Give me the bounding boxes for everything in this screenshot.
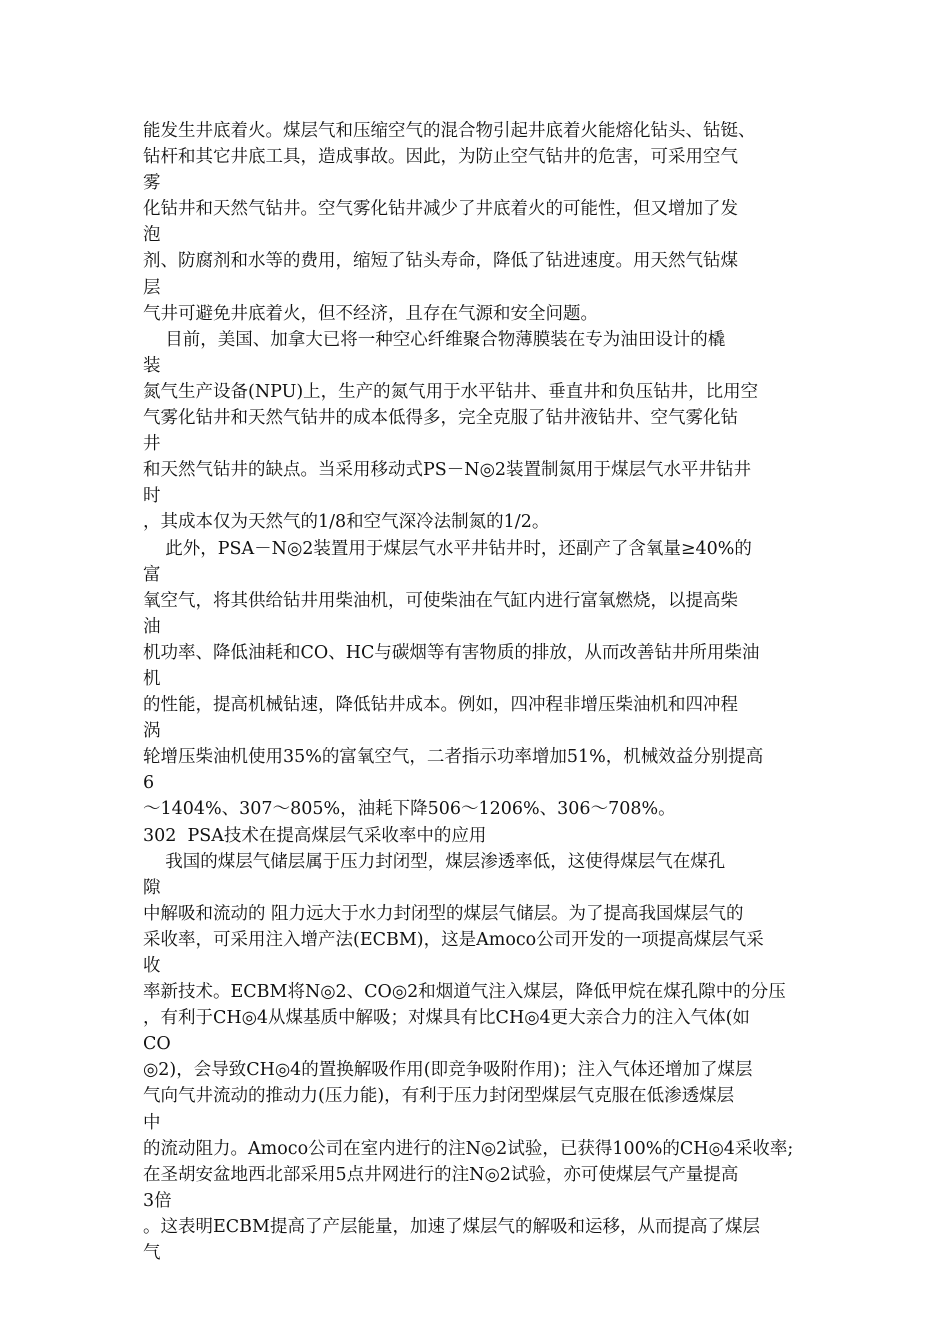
text-line: 的流动阻力。Amoco公司在室内进行的注N◎2试验，已获得100%的CH◎4采收率; <box>143 1138 794 1159</box>
text-line: 收 <box>143 956 161 976</box>
text-line: 中解吸和流动的 阻力远大于水力封闭型的煤层气储层。为了提高我国煤层气的 <box>143 903 744 924</box>
text-line: 井 <box>143 434 161 455</box>
text-line: 隙 <box>143 877 161 898</box>
text-line: 6 <box>143 773 155 794</box>
text-line: 机 <box>143 668 161 689</box>
document-body <box>143 118 843 1266</box>
text-line: 装 <box>143 355 161 376</box>
text-line: 采收率，可采用注入增产法(ECBM)，这是Amoco公司开发的一项提高煤层气采 <box>143 929 764 950</box>
text-line: ～1404%、307～805%，油耗下降506～1206%、306～708%。 <box>143 799 676 820</box>
text-line: 涡 <box>143 721 161 742</box>
text-line: 率新技术。ECBM将N◎2、CO◎2和烟道气注入煤层，降低甲烷在煤孔隙中的分压 <box>143 982 786 1003</box>
text-line: 层 <box>143 277 161 298</box>
text-line: 302 PSA技术在提高煤层气采收率中的应用 <box>143 825 487 846</box>
text-line: 钻杆和其它井底工具，造成事故。因此，为防止空气钻井的危害，可采用空气 <box>143 147 738 168</box>
text-line: 。这表明ECBM提高了产层能量，加速了煤层气的解吸和运移，从而提高了煤层 <box>143 1216 760 1237</box>
text-line: 气 <box>143 1243 161 1264</box>
text-line: 的性能，提高机械钻速，降低钻井成本。例如，四冲程非增压柴油机和四冲程 <box>143 695 738 716</box>
text-line: 在圣胡安盆地西北部采用5点井网进行的注N◎2试验，亦可使煤层气产量提高 <box>143 1164 739 1185</box>
text-line: 时 <box>143 486 161 507</box>
text-line: CO <box>143 1034 171 1055</box>
text-line: 气井可避免井底着火，但不经济，且存在气源和安全问题。 <box>143 303 598 324</box>
text-line: 目前，美国、加拿大已将一种空心纤维聚合物薄膜装在专为油田设计的橇 <box>143 329 726 350</box>
text-line: 和天然气钻井的缺点。当采用移动式PS－N◎2装置制氮用于煤层气水平井钻井 <box>143 460 751 481</box>
text-line: 气向气井流动的推动力(压力能)，有利于压力封闭型煤层气克服在低渗透煤层 <box>143 1086 735 1107</box>
text-line: 富 <box>143 564 161 585</box>
text-line: 剂、防腐剂和水等的费用，缩短了钻头寿命，降低了钻进速度。用天然气钻煤 <box>143 251 738 272</box>
text-line: 中 <box>143 1112 161 1133</box>
text-line: ，其成本仅为天然气的1/8和空气深冷法制氮的1/2。 <box>143 512 550 533</box>
text-line: 雾 <box>143 173 161 194</box>
text-line: ◎2)，会导致CH◎4的置换解吸作用(即竞争吸附作用)；注入气体还增加了煤层 <box>143 1060 753 1081</box>
text-line: 油 <box>143 616 161 637</box>
text-line: 化钻井和天然气钻井。空气雾化钻井减少了井底着火的可能性，但又增加了发 <box>143 199 738 220</box>
text-line: 3倍 <box>143 1190 172 1211</box>
text-line: ，有利于CH◎4从煤基质中解吸；对煤具有比CH◎4更大亲合力的注入气体(如 <box>143 1008 750 1029</box>
text-line: 轮增压柴油机使用35%的富氧空气，二者指示功率增加51%，机械效益分别提高 <box>143 747 764 768</box>
text-line: 氮气生产设备(NPU)上，生产的氮气用于水平钻井、垂直井和负压钻井，比用空 <box>143 381 759 402</box>
text-line: 泡 <box>143 225 161 246</box>
text-line: 气雾化钻井和天然气钻井的成本低得多，完全克服了钻井液钻井、空气雾化钻 <box>143 408 738 429</box>
text-line: 机功率、降低油耗和CO、HC与碳烟等有害物质的排放，从而改善钻井所用柴油 <box>143 642 760 663</box>
text-line: 此外，PSA－N◎2装置用于煤层气水平井钻井时，还副产了含氧量≥40%的 <box>143 538 752 559</box>
text-line: 能发生井底着火。煤层气和压缩空气的混合物引起井底着火能熔化钻头、钻铤、 <box>143 121 756 141</box>
text-line: 我国的煤层气储层属于压力封闭型，煤层渗透率低，这使得煤层气在煤孔 <box>143 851 726 872</box>
text-line: 氧空气，将其供给钻井用柴油机，可使柴油在气缸内进行富氧燃烧，以提高柴 <box>143 590 738 611</box>
